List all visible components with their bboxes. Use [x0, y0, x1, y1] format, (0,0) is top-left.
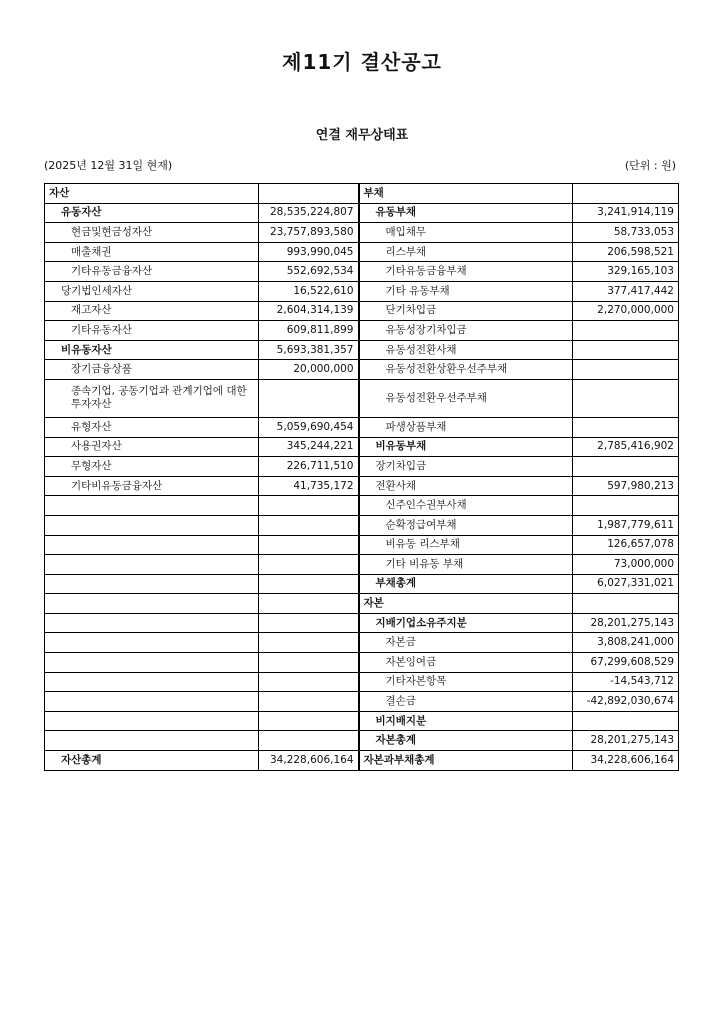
asset-value — [259, 633, 359, 653]
asset-value — [259, 574, 359, 594]
asset-label: 종속기업, 공동기업과 관계기업에 대한 투자자산 — [45, 379, 259, 417]
liability-value: 597,980,213 — [573, 476, 679, 496]
asset-value: 5,693,381,357 — [259, 340, 359, 360]
liability-label: 신주인수권부사채 — [359, 496, 573, 516]
liability-label: 자본잉여금 — [359, 653, 573, 673]
table-row — [45, 223, 679, 243]
asset-label: 당기법인세자산 — [45, 281, 259, 301]
asset-value — [259, 555, 359, 575]
liability-value — [573, 711, 679, 731]
asset-value — [259, 711, 359, 731]
asset-value: 41,735,172 — [259, 476, 359, 496]
asset-label: 장기금융상품 — [45, 360, 259, 380]
asset-label: 현금및현금성자산 — [45, 223, 259, 243]
asset-value: 34,228,606,164 — [259, 751, 359, 771]
liability-value — [573, 457, 679, 477]
liability-value: 6,027,331,021 — [573, 574, 679, 594]
liability-label: 유동부채 — [359, 203, 573, 223]
table-row — [45, 535, 679, 555]
liability-label: 전환사채 — [359, 476, 573, 496]
table-row — [45, 340, 679, 360]
asset-label: 기타유동자산 — [45, 321, 259, 341]
liability-value — [573, 184, 679, 204]
liability-label: 자본금 — [359, 633, 573, 653]
liability-value: 67,299,608,529 — [573, 653, 679, 673]
table-row — [45, 574, 679, 594]
liability-value — [573, 321, 679, 341]
liability-label: 기타유동금융부채 — [359, 262, 573, 282]
liability-value: 3,241,914,119 — [573, 203, 679, 223]
table-row — [45, 242, 679, 262]
liability-label: 자본총계 — [359, 731, 573, 751]
table-row — [45, 379, 679, 417]
asset-value: 16,522,610 — [259, 281, 359, 301]
liability-value — [573, 594, 679, 614]
table-row — [45, 360, 679, 380]
table-row — [45, 731, 679, 751]
liability-value: -42,892,030,674 — [573, 692, 679, 712]
asset-value: 345,244,221 — [259, 437, 359, 457]
liability-value: 329,165,103 — [573, 262, 679, 282]
asset-label: 자산총계 — [45, 751, 259, 771]
asset-label: 재고자산 — [45, 301, 259, 321]
liability-value: -14,543,712 — [573, 672, 679, 692]
asset-value: 226,711,510 — [259, 457, 359, 477]
liability-value: 206,598,521 — [573, 242, 679, 262]
asset-label — [45, 731, 259, 751]
page-title: 제11기 결산공고 — [282, 50, 442, 74]
asset-label: 기타유동금융자산 — [45, 262, 259, 282]
table-row — [45, 262, 679, 282]
table-row — [45, 613, 679, 633]
liability-value — [573, 340, 679, 360]
asset-value — [259, 496, 359, 516]
asset-label: 매출채권 — [45, 242, 259, 262]
asset-value — [259, 731, 359, 751]
liability-value: 28,201,275,143 — [573, 731, 679, 751]
table-row — [45, 633, 679, 653]
liability-label: 결손금 — [359, 692, 573, 712]
liability-label: 비유동 리스부채 — [359, 535, 573, 555]
asset-label — [45, 515, 259, 535]
liability-value — [573, 496, 679, 516]
asset-label — [45, 535, 259, 555]
statement-subtitle: 연결 재무상태표 — [315, 128, 409, 143]
asset-label — [45, 555, 259, 575]
liability-label: 지배기업소유주지분 — [359, 613, 573, 633]
currency-unit: (단위 : 원) — [624, 159, 676, 172]
asset-value — [259, 613, 359, 633]
asset-label — [45, 633, 259, 653]
asset-value: 2,604,314,139 — [259, 301, 359, 321]
asset-value — [259, 653, 359, 673]
table-row — [45, 594, 679, 614]
table-row — [45, 692, 679, 712]
liability-value — [573, 417, 679, 437]
asset-value — [259, 184, 359, 204]
table-row — [45, 672, 679, 692]
asset-label — [45, 672, 259, 692]
liability-value — [573, 360, 679, 380]
liability-label: 자본과부채총계 — [359, 751, 573, 771]
liability-label: 유동성전환사채 — [359, 340, 573, 360]
asset-label — [45, 711, 259, 731]
report-date: (2025년 12월 31일 현재) — [44, 159, 173, 172]
asset-label: 사용권자산 — [45, 437, 259, 457]
asset-value: 609,811,899 — [259, 321, 359, 341]
liability-label: 유동성장기차입금 — [359, 321, 573, 341]
liability-label: 순확정급여부채 — [359, 515, 573, 535]
asset-label — [45, 574, 259, 594]
asset-value: 20,000,000 — [259, 360, 359, 380]
asset-label — [45, 692, 259, 712]
table-row — [45, 457, 679, 477]
liability-label: 단기차입금 — [359, 301, 573, 321]
liability-label: 부채 — [359, 184, 573, 204]
liability-label: 기타 유동부채 — [359, 281, 573, 301]
table-row — [45, 496, 679, 516]
liability-value: 2,785,416,902 — [573, 437, 679, 457]
asset-label — [45, 613, 259, 633]
table-row — [45, 321, 679, 341]
asset-label: 유형자산 — [45, 417, 259, 437]
table-row — [45, 653, 679, 673]
asset-label: 기타비유동금융자산 — [45, 476, 259, 496]
liability-label: 비지배지분 — [359, 711, 573, 731]
asset-value: 552,692,534 — [259, 262, 359, 282]
liability-label: 기타 비유동 부채 — [359, 555, 573, 575]
asset-label: 유동자산 — [45, 203, 259, 223]
table-row — [45, 515, 679, 535]
asset-value — [259, 515, 359, 535]
liability-value: 2,270,000,000 — [573, 301, 679, 321]
liability-label: 비유동부채 — [359, 437, 573, 457]
liability-value: 377,417,442 — [573, 281, 679, 301]
liability-label: 유동성전환상환우선주부채 — [359, 360, 573, 380]
asset-label: 비유동자산 — [45, 340, 259, 360]
table-row — [45, 417, 679, 437]
liability-label: 리스부채 — [359, 242, 573, 262]
balance-sheet-table — [44, 183, 679, 771]
asset-label: 자산 — [45, 184, 259, 204]
asset-label: 무형자산 — [45, 457, 259, 477]
liability-label: 기타자본항목 — [359, 672, 573, 692]
asset-value — [259, 535, 359, 555]
liability-value: 73,000,000 — [573, 555, 679, 575]
liability-label: 자본 — [359, 594, 573, 614]
table-row — [45, 476, 679, 496]
asset-value — [259, 379, 359, 417]
asset-value — [259, 594, 359, 614]
liability-value: 58,733,053 — [573, 223, 679, 243]
liability-value: 1,987,779,611 — [573, 515, 679, 535]
liability-label: 유동성전환우선주부채 — [359, 379, 573, 417]
asset-label — [45, 496, 259, 516]
liability-value: 126,657,078 — [573, 535, 679, 555]
liability-label: 장기차입금 — [359, 457, 573, 477]
liability-label: 매입채무 — [359, 223, 573, 243]
table-row — [45, 203, 679, 223]
asset-value — [259, 692, 359, 712]
table-row — [45, 711, 679, 731]
liability-label: 부채총계 — [359, 574, 573, 594]
asset-value: 5,059,690,454 — [259, 417, 359, 437]
table-row — [45, 301, 679, 321]
liability-value: 3,808,241,000 — [573, 633, 679, 653]
liability-value: 28,201,275,143 — [573, 613, 679, 633]
asset-value: 23,757,893,580 — [259, 223, 359, 243]
table-row — [45, 751, 679, 771]
liability-label: 파생상품부채 — [359, 417, 573, 437]
table-row — [45, 555, 679, 575]
table-row — [45, 437, 679, 457]
asset-label — [45, 653, 259, 673]
asset-value: 993,990,045 — [259, 242, 359, 262]
table-row — [45, 281, 679, 301]
liability-value — [573, 379, 679, 417]
asset-value — [259, 672, 359, 692]
liability-value: 34,228,606,164 — [573, 751, 679, 771]
asset-label — [45, 594, 259, 614]
table-row — [45, 184, 679, 204]
statement-meta — [44, 157, 676, 173]
asset-value: 28,535,224,807 — [259, 203, 359, 223]
